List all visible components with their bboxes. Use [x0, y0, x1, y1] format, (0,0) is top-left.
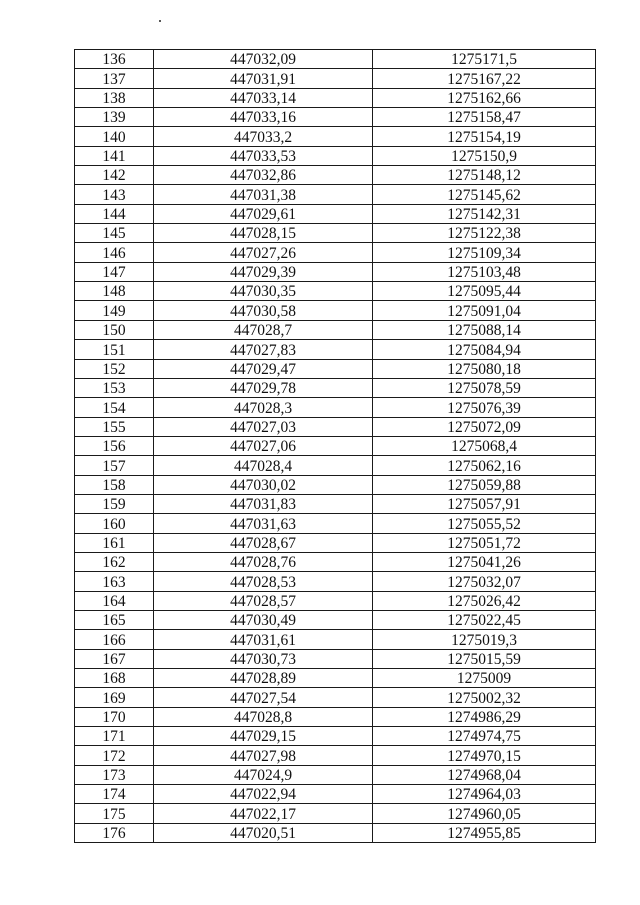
table-row — [75, 494, 596, 513]
y-coordinate-cell: 1274964,03 — [373, 785, 596, 804]
table-row — [75, 630, 596, 649]
point-number-cell: 146 — [75, 243, 154, 262]
y-coordinate-cell: 1275088,14 — [373, 320, 596, 339]
point-number-cell: 141 — [75, 146, 154, 165]
y-coordinate-cell: 1275062,16 — [373, 456, 596, 475]
table-row — [75, 475, 596, 494]
x-coordinate-cell: 447031,91 — [154, 69, 373, 88]
table-row — [75, 50, 596, 69]
y-coordinate-cell: 1275009 — [373, 669, 596, 688]
y-coordinate-cell: 1275091,04 — [373, 301, 596, 320]
x-coordinate-cell: 447033,53 — [154, 146, 373, 165]
point-number-cell: 148 — [75, 282, 154, 301]
x-coordinate-cell: 447028,67 — [154, 533, 373, 552]
y-coordinate-cell: 1275059,88 — [373, 475, 596, 494]
table-row — [75, 340, 596, 359]
x-coordinate-cell: 447033,2 — [154, 127, 373, 146]
x-coordinate-cell: 447027,06 — [154, 436, 373, 455]
x-coordinate-cell: 447028,57 — [154, 591, 373, 610]
table-row — [75, 688, 596, 707]
point-number-cell: 175 — [75, 804, 154, 823]
x-coordinate-cell: 447031,63 — [154, 514, 373, 533]
table-row — [75, 669, 596, 688]
table-row — [75, 243, 596, 262]
table-row — [75, 552, 596, 571]
table-row — [75, 533, 596, 552]
point-number-cell: 136 — [75, 50, 154, 69]
table-row — [75, 785, 596, 804]
point-number-cell: 166 — [75, 630, 154, 649]
y-coordinate-cell: 1275095,44 — [373, 282, 596, 301]
y-coordinate-cell: 1275167,22 — [373, 69, 596, 88]
x-coordinate-cell: 447022,94 — [154, 785, 373, 804]
table-row — [75, 727, 596, 746]
y-coordinate-cell: 1274960,05 — [373, 804, 596, 823]
point-number-cell: 153 — [75, 378, 154, 397]
y-coordinate-cell: 1275142,31 — [373, 204, 596, 223]
point-number-cell: 164 — [75, 591, 154, 610]
x-coordinate-cell: 447030,58 — [154, 301, 373, 320]
y-coordinate-cell: 1275103,48 — [373, 262, 596, 281]
table-row — [75, 359, 596, 378]
x-coordinate-cell: 447028,4 — [154, 456, 373, 475]
y-coordinate-cell: 1275022,45 — [373, 610, 596, 629]
y-coordinate-cell: 1274986,29 — [373, 707, 596, 726]
y-coordinate-cell: 1275076,39 — [373, 398, 596, 417]
x-coordinate-cell: 447029,61 — [154, 204, 373, 223]
x-coordinate-cell: 447028,8 — [154, 707, 373, 726]
y-coordinate-cell: 1275080,18 — [373, 359, 596, 378]
table-row — [75, 127, 596, 146]
point-number-cell: 160 — [75, 514, 154, 533]
point-number-cell: 165 — [75, 610, 154, 629]
point-number-cell: 172 — [75, 746, 154, 765]
point-number-cell: 176 — [75, 823, 154, 842]
y-coordinate-cell: 1275154,19 — [373, 127, 596, 146]
x-coordinate-cell: 447028,89 — [154, 669, 373, 688]
x-coordinate-cell: 447028,76 — [154, 552, 373, 571]
table-row — [75, 224, 596, 243]
point-number-cell: 170 — [75, 707, 154, 726]
x-coordinate-cell: 447022,17 — [154, 804, 373, 823]
y-coordinate-cell: 1275145,62 — [373, 185, 596, 204]
x-coordinate-cell: 447028,53 — [154, 572, 373, 591]
x-coordinate-cell: 447029,47 — [154, 359, 373, 378]
point-number-cell: 167 — [75, 649, 154, 668]
table-row — [75, 378, 596, 397]
table-row — [75, 262, 596, 281]
y-coordinate-cell: 1275041,26 — [373, 552, 596, 571]
y-coordinate-cell: 1275084,94 — [373, 340, 596, 359]
table-row — [75, 765, 596, 784]
table-row — [75, 204, 596, 223]
x-coordinate-cell: 447033,16 — [154, 108, 373, 127]
y-coordinate-cell: 1275171,5 — [373, 50, 596, 69]
x-coordinate-cell: 447032,86 — [154, 166, 373, 185]
point-number-cell: 156 — [75, 436, 154, 455]
point-number-cell: 157 — [75, 456, 154, 475]
y-coordinate-cell: 1275109,34 — [373, 243, 596, 262]
y-coordinate-cell: 1274955,85 — [373, 823, 596, 842]
y-coordinate-cell: 1275072,09 — [373, 417, 596, 436]
x-coordinate-cell: 447027,03 — [154, 417, 373, 436]
y-coordinate-cell: 1275057,91 — [373, 494, 596, 513]
y-coordinate-cell: 1274974,75 — [373, 727, 596, 746]
table-row — [75, 572, 596, 591]
point-number-cell: 138 — [75, 88, 154, 107]
point-number-cell: 168 — [75, 669, 154, 688]
point-number-cell: 149 — [75, 301, 154, 320]
table-row — [75, 610, 596, 629]
x-coordinate-cell: 447030,35 — [154, 282, 373, 301]
table-row — [75, 398, 596, 417]
point-number-cell: 173 — [75, 765, 154, 784]
table-row — [75, 166, 596, 185]
y-coordinate-cell: 1275162,66 — [373, 88, 596, 107]
x-coordinate-cell: 447028,7 — [154, 320, 373, 339]
y-coordinate-cell: 1275148,12 — [373, 166, 596, 185]
y-coordinate-cell: 1275032,07 — [373, 572, 596, 591]
point-number-cell: 139 — [75, 108, 154, 127]
table-row — [75, 746, 596, 765]
point-number-cell: 163 — [75, 572, 154, 591]
x-coordinate-cell: 447027,83 — [154, 340, 373, 359]
point-number-cell: 140 — [75, 127, 154, 146]
table-row — [75, 649, 596, 668]
table-row — [75, 804, 596, 823]
point-number-cell: 150 — [75, 320, 154, 339]
point-number-cell: 162 — [75, 552, 154, 571]
point-number-cell: 144 — [75, 204, 154, 223]
table-row — [75, 108, 596, 127]
point-number-cell: 151 — [75, 340, 154, 359]
x-coordinate-cell: 447029,78 — [154, 378, 373, 397]
coordinates-table — [74, 49, 596, 843]
x-coordinate-cell: 447030,02 — [154, 475, 373, 494]
point-number-cell: 152 — [75, 359, 154, 378]
x-coordinate-cell: 447031,38 — [154, 185, 373, 204]
x-coordinate-cell: 447030,49 — [154, 610, 373, 629]
table-row — [75, 146, 596, 165]
point-number-cell: 137 — [75, 69, 154, 88]
x-coordinate-cell: 447028,3 — [154, 398, 373, 417]
x-coordinate-cell: 447027,98 — [154, 746, 373, 765]
table-row — [75, 707, 596, 726]
table-row — [75, 301, 596, 320]
point-number-cell: 155 — [75, 417, 154, 436]
table-row — [75, 185, 596, 204]
table-row — [75, 282, 596, 301]
point-number-cell: 161 — [75, 533, 154, 552]
x-coordinate-cell: 447033,14 — [154, 88, 373, 107]
point-number-cell: 169 — [75, 688, 154, 707]
scan-speck — [159, 20, 161, 22]
x-coordinate-cell: 447020,51 — [154, 823, 373, 842]
table-row — [75, 591, 596, 610]
x-coordinate-cell: 447029,15 — [154, 727, 373, 746]
point-number-cell: 171 — [75, 727, 154, 746]
point-number-cell: 142 — [75, 166, 154, 185]
point-number-cell: 147 — [75, 262, 154, 281]
coordinates-table-body — [75, 50, 596, 843]
table-row — [75, 88, 596, 107]
point-number-cell: 154 — [75, 398, 154, 417]
x-coordinate-cell: 447027,54 — [154, 688, 373, 707]
x-coordinate-cell: 447024,9 — [154, 765, 373, 784]
y-coordinate-cell: 1275122,38 — [373, 224, 596, 243]
x-coordinate-cell: 447032,09 — [154, 50, 373, 69]
point-number-cell: 159 — [75, 494, 154, 513]
y-coordinate-cell: 1275078,59 — [373, 378, 596, 397]
table-row — [75, 69, 596, 88]
y-coordinate-cell: 1275158,47 — [373, 108, 596, 127]
table-row — [75, 417, 596, 436]
y-coordinate-cell: 1275019,3 — [373, 630, 596, 649]
point-number-cell: 143 — [75, 185, 154, 204]
table-row — [75, 514, 596, 533]
y-coordinate-cell: 1275002,32 — [373, 688, 596, 707]
table-row — [75, 320, 596, 339]
table-row — [75, 436, 596, 455]
x-coordinate-cell: 447031,61 — [154, 630, 373, 649]
point-number-cell: 145 — [75, 224, 154, 243]
table-row — [75, 456, 596, 475]
y-coordinate-cell: 1275026,42 — [373, 591, 596, 610]
x-coordinate-cell: 447030,73 — [154, 649, 373, 668]
x-coordinate-cell: 447031,83 — [154, 494, 373, 513]
x-coordinate-cell: 447027,26 — [154, 243, 373, 262]
y-coordinate-cell: 1275055,52 — [373, 514, 596, 533]
x-coordinate-cell: 447028,15 — [154, 224, 373, 243]
x-coordinate-cell: 447029,39 — [154, 262, 373, 281]
table-row — [75, 823, 596, 842]
point-number-cell: 158 — [75, 475, 154, 494]
y-coordinate-cell: 1275015,59 — [373, 649, 596, 668]
point-number-cell: 174 — [75, 785, 154, 804]
y-coordinate-cell: 1275150,9 — [373, 146, 596, 165]
y-coordinate-cell: 1274970,15 — [373, 746, 596, 765]
y-coordinate-cell: 1275068,4 — [373, 436, 596, 455]
y-coordinate-cell: 1275051,72 — [373, 533, 596, 552]
y-coordinate-cell: 1274968,04 — [373, 765, 596, 784]
